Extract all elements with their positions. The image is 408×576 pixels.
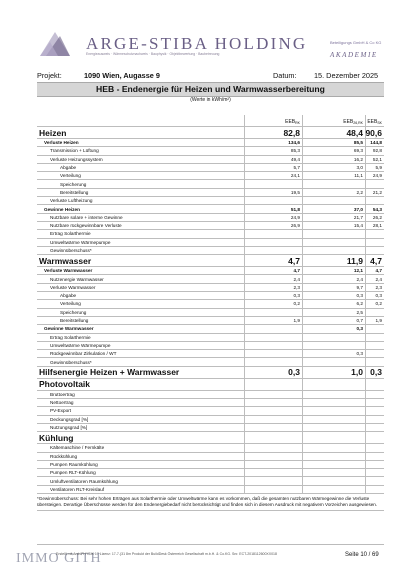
cell-rk: 19,5 xyxy=(245,189,303,196)
row-label: Verluste Warmwasser xyxy=(37,284,245,291)
cell-rk: 82,8 xyxy=(245,127,303,138)
cell-26rk: 1,0 xyxy=(309,367,366,378)
row-label: Verluste Luftheizung xyxy=(37,197,245,204)
row-label: Bruttoertrag xyxy=(37,391,245,398)
table-row xyxy=(37,214,384,222)
cell-26rk: 0,7 xyxy=(309,317,366,324)
row-label: Verluste Warmwasser xyxy=(37,267,245,274)
table-row xyxy=(37,416,384,424)
row-label: Verteilung xyxy=(37,300,245,307)
cell-sk xyxy=(353,379,384,390)
row-label: Abgabe xyxy=(37,292,245,299)
table-row xyxy=(37,461,384,469)
table-row xyxy=(37,180,384,188)
cell-rk xyxy=(245,461,303,468)
project-value: 1090 Wien, Augasse 9 xyxy=(84,71,160,80)
table-row xyxy=(37,367,384,379)
cell-rk: 49,4 xyxy=(245,156,303,163)
cell-rk xyxy=(245,444,303,451)
row-label: Kältemaschine / Fernkälte xyxy=(37,444,245,451)
cell-sk: 4,7 xyxy=(375,268,382,274)
row-label: Bereitstellung xyxy=(37,189,245,196)
table-row xyxy=(37,358,384,366)
row-label: Gewinne Warmwasser xyxy=(37,325,245,332)
row-label: Pumpen Raumkühlung xyxy=(37,461,245,468)
table-row xyxy=(37,275,384,283)
cell-26rk: 0,3 xyxy=(309,325,366,332)
row-label: Transmission + Lüftung xyxy=(37,147,245,154)
cell-26rk: 11,9 xyxy=(309,255,366,266)
cell-sk xyxy=(353,486,384,493)
cell-rk xyxy=(245,407,303,414)
cell-sk xyxy=(353,309,384,316)
row-label: Ventilatoren RLT-Kreislauf xyxy=(37,486,245,493)
cell-26rk: 6,2 xyxy=(309,300,366,307)
cell-sk: 28,1 xyxy=(372,223,382,229)
cell-rk: 4,7 xyxy=(245,267,303,274)
cell-sk: 0,3 xyxy=(375,293,382,299)
table-row xyxy=(37,334,384,342)
table-row xyxy=(37,239,384,247)
table-body xyxy=(37,127,384,494)
cell-sk xyxy=(353,350,384,357)
cell-26rk: 16,2 xyxy=(309,156,366,163)
footer-logo: IMMO GITH xyxy=(16,551,102,566)
brand-tagline: Energieausweis · Wärmeschutznachweis · Bauphysik · Objektbewertung · Baubetreuung xyxy=(86,52,220,56)
cell-26rk: 37,0 xyxy=(309,205,366,212)
table-row xyxy=(37,453,384,461)
cell-rk xyxy=(245,350,303,357)
cell-sk xyxy=(353,230,384,237)
row-label: Gewinne Heizen xyxy=(37,205,245,212)
cell-sk: 21,2 xyxy=(372,189,382,195)
cell-26rk: 2,5 xyxy=(309,309,366,316)
table-row xyxy=(37,127,384,139)
row-label: Gewinnüberschuss* xyxy=(37,358,245,365)
table-row xyxy=(37,172,384,180)
cell-rk xyxy=(245,197,303,204)
cell-sk xyxy=(353,358,384,365)
cell-rk: 2,3 xyxy=(245,284,303,291)
brand-akademie: AKADEMIE xyxy=(330,51,378,59)
cell-rk xyxy=(245,469,303,476)
cell-rk xyxy=(245,379,303,390)
row-label: Hilfsenergie Heizen + Warmwasser xyxy=(37,367,245,378)
cell-sk: 144,8 xyxy=(370,140,382,146)
cell-26rk: 69,3 xyxy=(309,147,366,154)
row-label: Nutzbare solare + interne Gewinne xyxy=(37,214,245,221)
column-header-sk: EEB $_{SK}$ xyxy=(367,119,382,125)
header-empty xyxy=(37,115,245,126)
cell-26rk: 11,1 xyxy=(309,172,366,179)
cell-26rk: 2,2 xyxy=(309,189,366,196)
cell-rk xyxy=(245,342,303,349)
cell-26rk: 15,4 xyxy=(309,222,366,229)
cell-rk xyxy=(245,325,303,332)
cell-rk xyxy=(245,309,303,316)
cell-rk xyxy=(245,247,303,254)
column-header-rk: EEB $_{RK}$ xyxy=(245,115,303,126)
table-row xyxy=(37,164,384,172)
table-row xyxy=(37,139,384,147)
cell-sk: 90,6 xyxy=(365,127,382,138)
cell-rk xyxy=(245,399,303,406)
cell-rk: 1,9 xyxy=(245,317,303,324)
cell-sk xyxy=(353,477,384,484)
row-label: Kühlung xyxy=(37,432,245,443)
footnote: *Gewinnüberschuss: Bei sehr hohen Erträgen aus Solarthermie oder Umweltwärme kann es vorkommen, daß die gesamten nutzbaren Wärmegewinne die Verluste übersteigen. Derartige Überschüsse werden für den Endenergiebedarf nicht berücksichtigt und finden sich in diesem Ausdruck mit negativem Vorzeichen ausgewiesen. xyxy=(37,496,384,511)
row-label: Umweltwärme Wärmepumpe xyxy=(37,342,245,349)
date-value: 15. Dezember 2025 xyxy=(314,71,379,80)
cell-rk xyxy=(245,486,303,493)
row-label: Speicherung xyxy=(37,309,245,316)
cell-sk xyxy=(353,444,384,451)
cell-rk: 24,1 xyxy=(245,172,303,179)
row-label: Ertrag Solarthermie xyxy=(37,334,245,341)
row-label: Heizen xyxy=(37,127,245,138)
cell-26rk: 2,4 xyxy=(309,275,366,282)
table-row xyxy=(37,222,384,230)
cell-26rk: 0,3 xyxy=(309,350,366,357)
row-label: Warmwasser xyxy=(37,255,245,266)
table-row xyxy=(37,284,384,292)
cell-rk: 51,8 xyxy=(245,205,303,212)
cell-rk: 5,7 xyxy=(245,164,303,171)
project-label: Projekt: xyxy=(37,71,62,80)
cell-sk xyxy=(353,247,384,254)
cell-rk: 134,6 xyxy=(245,139,303,146)
column-header-26rk: EEB $_{26,RK}$ xyxy=(309,115,366,126)
table-row xyxy=(37,156,384,164)
row-label: Nutzungsgrad [%] xyxy=(37,424,245,431)
cell-sk: 54,3 xyxy=(372,206,382,212)
table-row xyxy=(37,424,384,432)
cell-rk: 4,7 xyxy=(245,255,303,266)
row-label: Umweltwärme Wärmepumpe xyxy=(37,239,245,246)
table-row xyxy=(37,317,384,325)
cell-sk xyxy=(353,461,384,468)
row-label: Rückkühlung xyxy=(37,453,245,460)
row-label: Abgabe xyxy=(37,164,245,171)
row-label: Speicherung xyxy=(37,180,245,187)
cell-sk: 1,9 xyxy=(375,318,382,324)
cell-rk xyxy=(245,230,303,237)
cell-rk xyxy=(245,477,303,484)
cell-26rk: 9,7 xyxy=(309,284,366,291)
table-row xyxy=(37,432,384,444)
cell-sk xyxy=(353,342,384,349)
cell-sk: 52,1 xyxy=(372,156,382,162)
row-label: Nutzbare rückgewinnbare Verluste xyxy=(37,222,245,229)
row-label: Verluste Heizungssystem xyxy=(37,156,245,163)
cell-rk xyxy=(245,432,303,443)
cell-rk: 0,2 xyxy=(245,300,303,307)
cell-rk: 0,3 xyxy=(245,367,303,378)
table-row xyxy=(37,292,384,300)
cell-rk xyxy=(245,239,303,246)
row-label: Umluftventilatoren Raumkühlung xyxy=(37,477,245,484)
row-label: PV-Export xyxy=(37,407,245,414)
cell-sk xyxy=(353,391,384,398)
table-row xyxy=(37,197,384,205)
footer-divider xyxy=(37,544,384,545)
row-label: Bereitstellung xyxy=(37,317,245,324)
cell-rk xyxy=(245,334,303,341)
row-label: Photovoltaik xyxy=(37,379,245,390)
table-row xyxy=(37,399,384,407)
row-label: Verluste Heizen xyxy=(37,139,245,146)
cell-sk xyxy=(353,325,384,332)
table-row xyxy=(37,247,384,255)
cell-sk xyxy=(353,334,384,341)
table-row xyxy=(37,350,384,358)
cell-rk: 0,3 xyxy=(245,292,303,299)
row-label: Nutzenergie Warmwasser xyxy=(37,275,245,282)
table-row xyxy=(37,444,384,452)
page-subtitle: (Werte in kWh/m²) xyxy=(190,97,231,103)
cell-rk xyxy=(245,358,303,365)
row-label: Deckungsgrad [%] xyxy=(37,416,245,423)
date-label: Datum: xyxy=(273,71,297,80)
cell-sk: 2,3 xyxy=(375,284,382,290)
cell-sk: 0,3 xyxy=(370,367,382,378)
cell-26rk: 21,7 xyxy=(309,214,366,221)
cell-26rk: 3,0 xyxy=(309,164,366,171)
cell-rk: 2,4 xyxy=(245,275,303,282)
cell-26rk: 0,3 xyxy=(309,292,366,299)
table-row xyxy=(37,342,384,350)
table-row xyxy=(37,325,384,333)
row-label: Gewinnüberschuss* xyxy=(37,247,245,254)
cell-26rk: 85,5 xyxy=(309,139,366,146)
cell-rk xyxy=(245,391,303,398)
cell-rk: 24,9 xyxy=(245,214,303,221)
cell-sk xyxy=(353,407,384,414)
cell-sk xyxy=(353,469,384,476)
cell-rk xyxy=(245,453,303,460)
cell-26rk: 12,1 xyxy=(309,267,366,274)
row-label: Verteilung xyxy=(37,172,245,179)
row-label: Ertrag Solarthermie xyxy=(37,230,245,237)
cell-sk xyxy=(353,239,384,246)
cell-sk: 4,7 xyxy=(370,255,382,266)
table-row xyxy=(37,379,384,391)
cell-rk xyxy=(245,424,303,431)
brand-subtitle: Beteiligungs GmbH & Co KG xyxy=(330,40,382,45)
cell-sk xyxy=(353,416,384,423)
table-row xyxy=(37,486,384,494)
row-label: Rückgewinnbar Zirkulation / WT xyxy=(37,350,245,357)
table-row xyxy=(37,189,384,197)
logo-icon xyxy=(38,30,72,58)
page-number: Seite 10 / 69 xyxy=(345,552,379,558)
table-header xyxy=(37,115,384,127)
cell-rk xyxy=(245,416,303,423)
table-row xyxy=(37,469,384,477)
brand-name: ARGE-STIBA HOLDING xyxy=(86,34,308,53)
table-row xyxy=(37,407,384,415)
cell-sk: 92,8 xyxy=(372,148,382,154)
cell-sk xyxy=(353,399,384,406)
cell-26rk: 48,4 xyxy=(309,127,366,138)
cell-sk: 2,4 xyxy=(375,276,382,282)
cell-sk xyxy=(353,180,384,187)
cell-rk: 26,9 xyxy=(245,222,303,229)
table-row xyxy=(37,230,384,238)
cell-sk: 24,9 xyxy=(372,173,382,179)
cell-sk xyxy=(353,424,384,431)
table-row xyxy=(37,391,384,399)
cell-rk xyxy=(245,180,303,187)
table-row xyxy=(37,205,384,213)
table-row xyxy=(37,267,384,275)
cell-sk xyxy=(353,432,384,443)
table-row xyxy=(37,147,384,155)
page-title: HEB - Endenergie für Heizen und Warmwasserbereitung xyxy=(37,82,384,97)
cell-rk: 85,3 xyxy=(245,147,303,154)
row-label: Pumpen RLT-Kühlung xyxy=(37,469,245,476)
cell-sk xyxy=(353,197,384,204)
cell-sk: 0,2 xyxy=(375,301,382,307)
cell-sk: 5,9 xyxy=(375,165,382,171)
table-row xyxy=(37,477,384,485)
table-row xyxy=(37,309,384,317)
row-label: Nettoertrag xyxy=(37,399,245,406)
footer-text: Erstellt mit ArchiPHYSIK 17 Lizenz: 17-7-(31 8m Produkt der BuildDesk Österreich Gesellschaft m.b.H. & Co.KG. Snr. ECT-2018112600XX018 xyxy=(56,552,277,556)
energy-table xyxy=(37,115,384,494)
cell-sk xyxy=(353,453,384,460)
table-row xyxy=(37,255,384,267)
table-row xyxy=(37,300,384,308)
cell-sk: 26,2 xyxy=(372,214,382,220)
